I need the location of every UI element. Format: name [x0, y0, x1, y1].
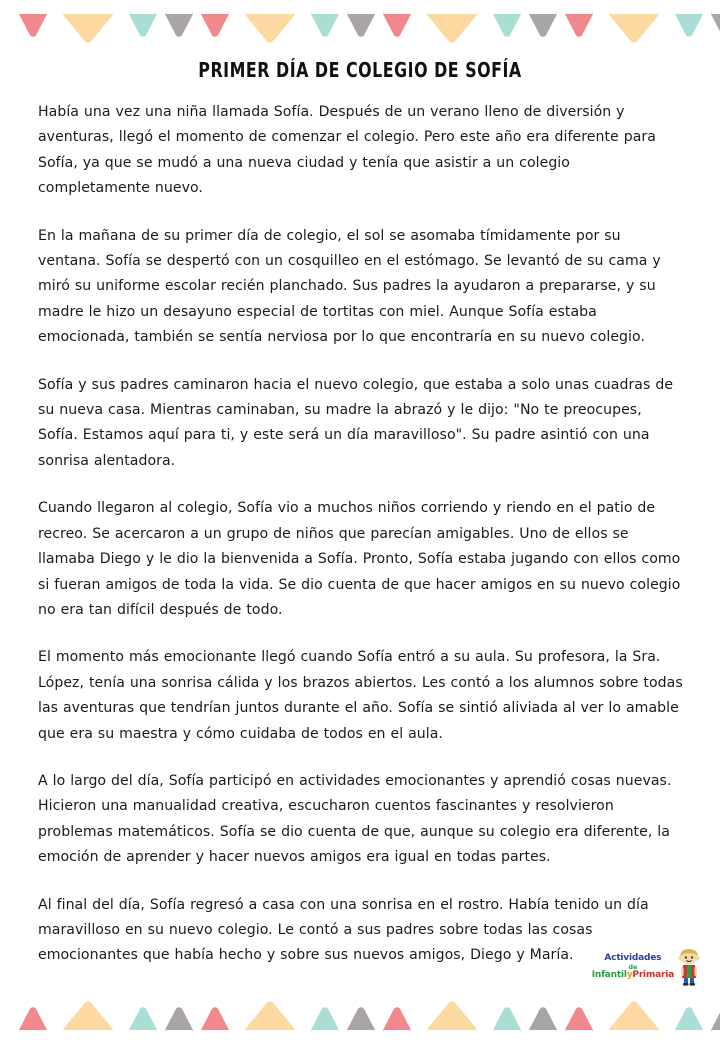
- bottom-bunting-triangle: [200, 1006, 230, 1032]
- logo-word-primaria: Primaria: [632, 970, 674, 981]
- logo-word-infantil: Infantil: [591, 970, 627, 981]
- bottom-bunting-triangle: [310, 1006, 340, 1032]
- story-body: [38, 100, 686, 969]
- bottom-bunting-triangle: [244, 1000, 296, 1032]
- bottom-bunting-triangle: [564, 1006, 594, 1032]
- top-bunting-triangle: [62, 12, 114, 44]
- logo-line-actividades: Actividades: [604, 952, 662, 963]
- top-bunting-triangle: [346, 12, 376, 38]
- top-bunting-triangle: [164, 12, 194, 38]
- top-bunting-triangle: [608, 12, 660, 44]
- bottom-bunting-triangle: [62, 1000, 114, 1032]
- bottom-decorative-border: [0, 992, 720, 1032]
- bottom-bunting-triangle: [710, 1006, 720, 1032]
- story-paragraph: Cuando llegaron al colegio, Sofía vio a muchos niños corriendo y riendo en el patio de recreo. Se acercaron a un grupo de niños que parecían amigables. Uno de ellos se llamaba Diego y le dio la bienvenida a Sofía. Pronto, Sofía estaba jugando con ellos como si fueran amigos de toda la vida. Se dio cuenta de que hacer amigos en su nuevo colegio no era tan difícil después de todo.: [38, 500, 681, 618]
- logo-line-de: de: [628, 962, 638, 971]
- bottom-bunting-triangle: [608, 1000, 660, 1032]
- story-paragraph: A lo largo del día, Sofía participó en actividades emocionantes y aprendió cosas nuevas. Hicieron una manualidad creativa, escucharon cuentos fascinantes y resolvieron problemas matemáticos. Sofía se dio cuenta de que, aunque su colegio era diferente, la emoción de aprender y hacer nuevos amigos era igual en todas partes.: [38, 772, 672, 866]
- publisher-logo: [584, 946, 702, 988]
- bottom-bunting-triangle: [128, 1006, 158, 1032]
- top-bunting-triangle: [674, 12, 704, 38]
- top-decorative-border: [0, 12, 720, 52]
- top-bunting-triangle: [492, 12, 522, 38]
- story-paragraph: Sofía y sus padres caminaron hacia el nuevo colegio, que estaba a solo unas cuadras de su nueva casa. Mientras caminaban, su madre la abrazó y le dijo: "No te preocupes, Sofía. Estamos aquí para ti, y este será un día maravilloso". Su padre asintió con una sonrisa alentadora.: [38, 376, 674, 469]
- story-paragraph: Había una vez una niña llamada Sofía. Después de un verano lleno de diversión y aventuras, llegó el momento de comenzar el colegio. Pero este año era diferente para Sofía, ya que se mudó a una nueva ciudad y tenía que asistir a un colegio completamente nuevo.: [38, 104, 656, 197]
- page-title: PRIMER DÍA DE COLEGIO DE SOFÍA: [198, 58, 522, 82]
- bottom-bunting-triangle: [18, 1006, 48, 1032]
- logo-word-y: y: [626, 970, 633, 981]
- story-paragraph: En la mañana de su primer día de colegio, el sol se asomaba tímidamente por su ventana. Sofía se despertó con un cosquilleo en el estómago. Se levantó de su cama y miró su uniforme escolar recién planchado. Sus padres la ayudaron a prepararse, y su madre le hizo un desayuno especial de tortitas con miel. Aunque Sofía estaba emocionada, también se sentía nerviosa por lo que encontraría en su nuevo colegio.: [38, 227, 661, 346]
- story-paragraph: Al final del día, Sofía regresó a casa con una sonrisa en el rostro. Había tenido un día maravilloso en su nuevo colegio. Le contó a sus padres sobre todas las cosas emocionantes que había hecho y sobre sus nuevos amigos, Diego y María.: [38, 896, 649, 964]
- logo-wordmark: [592, 954, 674, 981]
- bottom-bunting-triangle: [674, 1006, 704, 1032]
- bottom-bunting-triangle: [426, 1000, 478, 1032]
- top-bunting-triangle: [710, 12, 720, 38]
- top-bunting-triangle: [382, 12, 412, 38]
- top-bunting-triangle: [528, 12, 558, 38]
- bottom-bunting-triangle: [164, 1006, 194, 1032]
- top-bunting-triangle: [244, 12, 296, 44]
- top-bunting-triangle: [310, 12, 340, 38]
- child-mascot-icon: [676, 948, 702, 986]
- top-bunting-triangle: [18, 12, 48, 38]
- top-bunting-triangle: [128, 12, 158, 38]
- logo-line-infantil-primaria: [592, 971, 674, 980]
- bottom-bunting-triangle: [346, 1006, 376, 1032]
- bottom-bunting-triangle: [528, 1006, 558, 1032]
- story-paragraph: El momento más emocionante llegó cuando Sofía entró a su aula. Su profesora, la Sra. López, tenía una sonrisa cálida y los brazos abiertos. Les contó a los alumnos sobre todas las aventuras que tendrían juntos durante el año. Sofía se sintió aliviada al ver lo amable que era su maestra y cómo cuidaba de todos en el aula.: [38, 649, 683, 742]
- top-bunting-triangle: [426, 12, 478, 44]
- top-bunting-triangle: [564, 12, 594, 38]
- bottom-bunting-triangle: [382, 1006, 412, 1032]
- top-bunting-triangle: [200, 12, 230, 38]
- bottom-bunting-triangle: [492, 1006, 522, 1032]
